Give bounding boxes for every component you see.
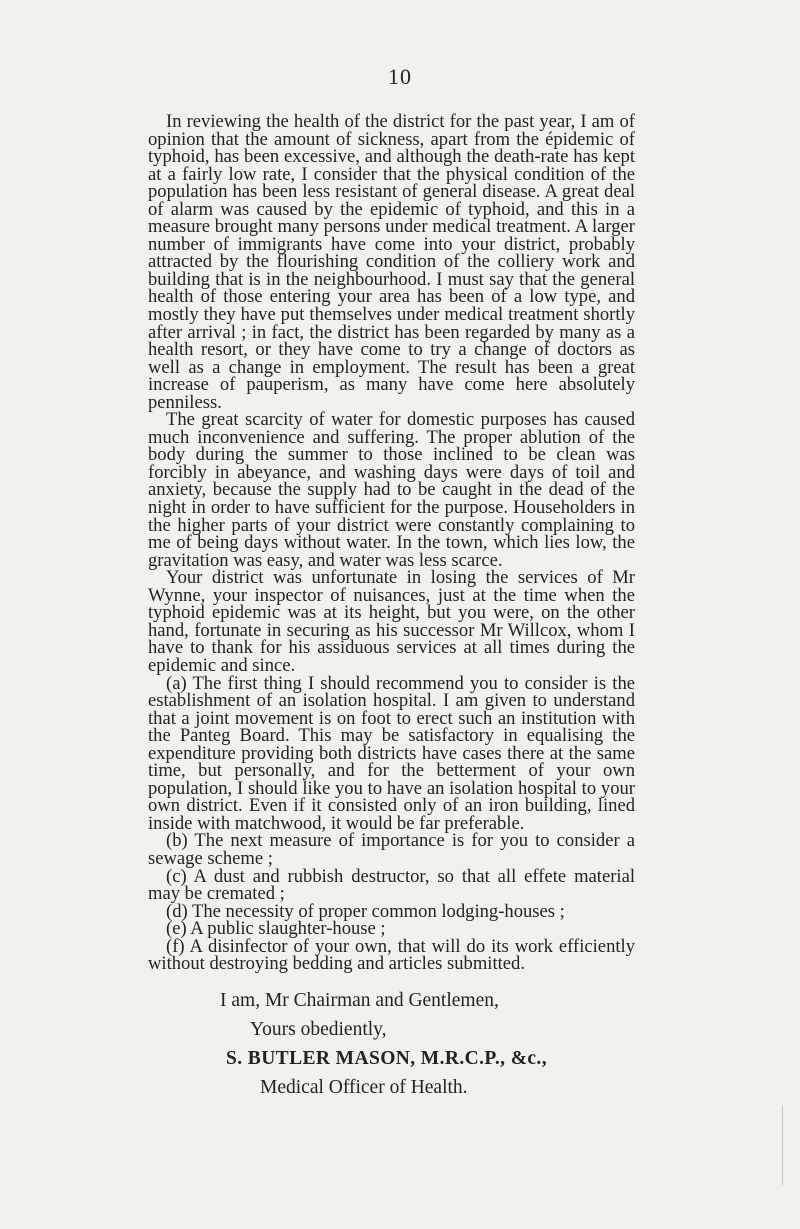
signature: S. BUTLER MASON, M.R.C.P., &c., [226, 1048, 547, 1069]
recommendation-c: (c) A dust and rubbish destructor, so that all effete material may be cremated ; [148, 865, 635, 905]
signoff-block [148, 986, 635, 1102]
paragraph-sickness: In reviewing the health of the district for the past year, I am of opinion that the amount of sickness, apart from the épidemic of typhoid, has been excessive, and although the death-rate has kept at a fairly low rate, I consider that the physical condition of the population has been less resistant of general disease. A great deal of alarm was caused by the epidemic of typhoid, and this in a measure brought many persons under medical treatment. A larger number of immigrants have come into your district, probably attracted by the flourishing condition of the colliery work and building that is in the neighbourhood. I must say that the general health of those entering your area has been of a low type, and mostly they have put themselves under medical treatment shortly after arrival ; in fact, the district has been regarded by many as a health resort, or they have come to try a change of doctors as well as a change in employment. The result has been a great increase of pauperism, as many have come here absolutely penniless. [148, 111, 635, 413]
closing-yours: Yours obediently, [250, 1019, 387, 1040]
paragraph-water-scarcity: The great scarcity of water for domestic purposes has caused much inconvenience and suffering. The proper ablution of the body during the summer to those inclined to be clean was forcibly in abeyance, and washing days were days of toil and anxiety, because the supply had to be caught in the dead of the night in order to have sufficient for the purpose. Householders in the higher parts of your district were constantly complaining to me of being days without water. In the town, which lies low, the gravitation was easy, and water was less scarce. [148, 409, 635, 571]
report-body [148, 113, 635, 973]
recommendation-f: (f) A disinfector of your own, that will do its work efficiently without destroying bedding and articles submitted. [148, 935, 635, 975]
recommendation-b: (b) The next measure of importance is for you to consider a sewage scheme ; [148, 830, 635, 869]
recommendation-a: (a) The first thing I should recommend you to consider is the establishment of an isolation hospital. I am given to understand that a joint movement is on foot to erect such an institution with the Panteg Board. This may be satisfactory in equalising the expenditure providing both districts have cases there at the same time, but personally, and for the betterment of your own population, I should like you to have an isolation hospital to your own district. Even if it consisted only of an iron building, lined inside with matchwood, it would be far preferable. [148, 672, 635, 834]
signatory-title: Medical Officer of Health. [260, 1077, 468, 1098]
page-number: 10 [388, 64, 412, 89]
recommendation-d: (d) The necessity of proper common lodging-houses ; [166, 900, 565, 922]
paragraph-inspector: Your district was unfortunate in losing the services of Mr Wynne, your inspector of nuisances, just at the time when the typhoid epidemic was at its height, but you were, on the other hand, fortunate in securing as his successor Mr Willcox, whom I have to thank for his assiduous services at all times during the epidemic and since. [148, 567, 635, 676]
closing-salutation: I am, Mr Chairman and Gentlemen, [220, 990, 499, 1011]
scan-margin-mark [782, 1105, 789, 1185]
recommendation-e: (e) A public slaughter-house ; [166, 918, 386, 940]
